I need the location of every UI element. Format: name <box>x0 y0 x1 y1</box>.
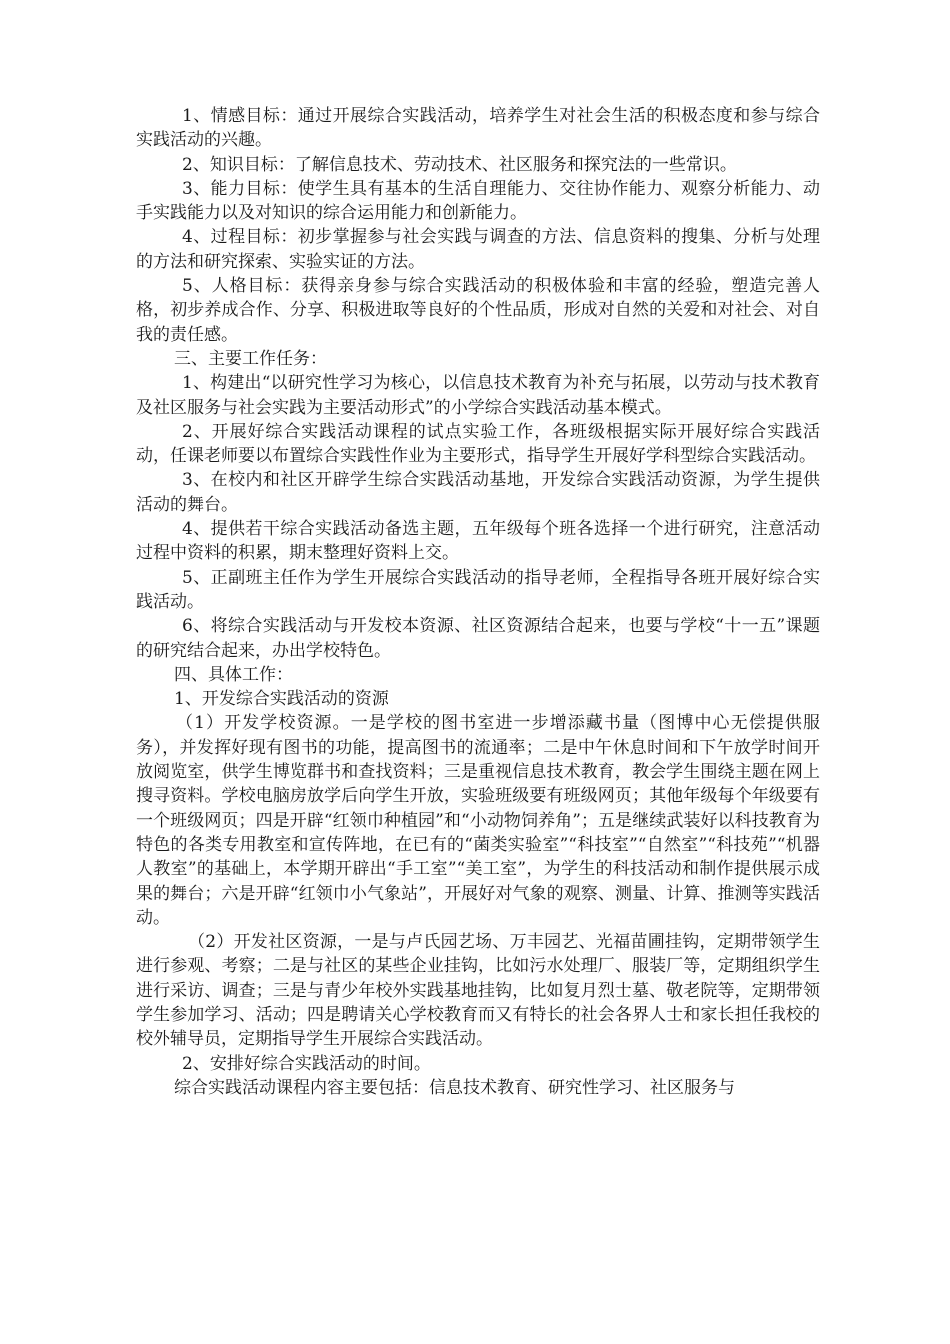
subheading-arrange-time: 2、安排好综合实践活动的时间。 <box>182 1053 431 1074</box>
paragraph-goal-personality: 5、人格目标：获得亲身参与综合实践活动的积极体验和丰富的经验，塑造完善人格，初步养成合作、分享、积极进取等良好的个性品质，形成对自然的关爱和对社会、对自我的责任感。 <box>136 276 820 345</box>
paragraph-goal-knowledge: 2、知识目标：了解信息技术、劳动技术、社区服务和探究法的一些常识。 <box>182 154 737 175</box>
paragraph-community-resources: （2）开发社区资源，一是与卢氏园艺场、万丰园艺、光福苗圃挂钩，定期带领学生进行参观、考察；二是与社区的某些企业挂钩，比如污水处理厂、服装厂等，定期组织学生进行采访、调查；三是与青少年校外实践基地挂钩，比如复月烈士墓、敬老院等，定期带领学生参加学习、活动；四是聘请关心学校教育而又有特长的社会各界人士和家长担任我校的校外辅导员，定期指导学生开展综合实践活动。 <box>136 932 820 1050</box>
section-heading-specific-work: 四、具体工作： <box>174 664 293 685</box>
paragraph-task-1: 1、构建出“以研究性学习为核心，以信息技术教育为补充与拓展，以劳动与技术教育及社区服务与社会实践为主要活动形式”的小学综合实践活动基本模式。 <box>136 373 820 418</box>
paragraph-task-5: 5、正副班主任作为学生开展综合实践活动的指导老师，全程指导各班开展好综合实践活动。 <box>136 567 820 612</box>
section-heading-main-tasks: 三、主要工作任务： <box>174 348 327 369</box>
paragraph-task-3: 3、在校内和社区开辟学生综合实践活动基地，开发综合实践活动资源，为学生提供活动的舞台。 <box>136 470 820 515</box>
paragraph-goal-emotion: 1、情感目标：通过开展综合实践活动，培养学生对社会生活的积极态度和参与综合实践活动的兴趣。 <box>136 106 820 151</box>
document-page <box>136 104 820 1100</box>
paragraph-task-4: 4、提供若干综合实践活动备选主题，五年级每个班各选择一个进行研究，注意活动过程中资料的积累，期末整理好资料上交。 <box>136 519 820 564</box>
paragraph-task-2: 2、开展好综合实践活动课程的试点实验工作，各班级根据实际开展好综合实践活动，任课老师要以布置综合实践性作业为主要形式，指导学生开展好学科型综合实践活动。 <box>136 421 820 467</box>
paragraph-goal-process: 4、过程目标：初步掌握参与社会实践与调查的方法、信息资料的搜集、分析与处理的方法和研究探索、实验实证的方法。 <box>136 227 820 272</box>
paragraph-task-6: 6、将综合实践活动与开发校本资源、社区资源结合起来，也要与学校“十一五”课题的研究结合起来，办出学校特色。 <box>136 616 820 661</box>
paragraph-school-resources: （1）开发学校资源。一是学校的图书室进一步增添藏书量（图博中心无偿提供服务），并发挥好现有图书的功能，提高图书的流通率；二是中午休息时间和下午放学时间开放阅览室，供学生博览群书和查找资料；三是重视信息技术教育，教会学生围绕主题在网上搜寻资料。学校电脑房放学后向学生开放，实验班级要有班级网页；其他年级每个年级要有一个班级网页；四是开辟“红领巾种植园”和“小动物饲养角”；五是继续武装好以科技教育为特色的各类专用教室和宣传阵地，在已有的“菌类实验室”“科技室”“自然室”“科技苑”“机器人教室”的基础上，本学期开辟出“手工室”“美工室”，为学生的科技活动和制作提供展示成果的舞台；六是开辟“红领巾小气象站”，开展好对气象的观察、测量、计算、推测等实践活动。 <box>136 713 820 928</box>
paragraph-course-content: 综合实践活动课程内容主要包括：信息技术教育、研究性学习、社区服务与 <box>174 1077 735 1098</box>
subheading-develop-resources: 1、开发综合实践活动的资源 <box>174 689 389 710</box>
paragraph-goal-ability: 3、能力目标：使学生具有基本的生活自理能力、交往协作能力、观察分析能力、动手实践能力以及对知识的综合运用能力和创新能力。 <box>136 178 820 224</box>
